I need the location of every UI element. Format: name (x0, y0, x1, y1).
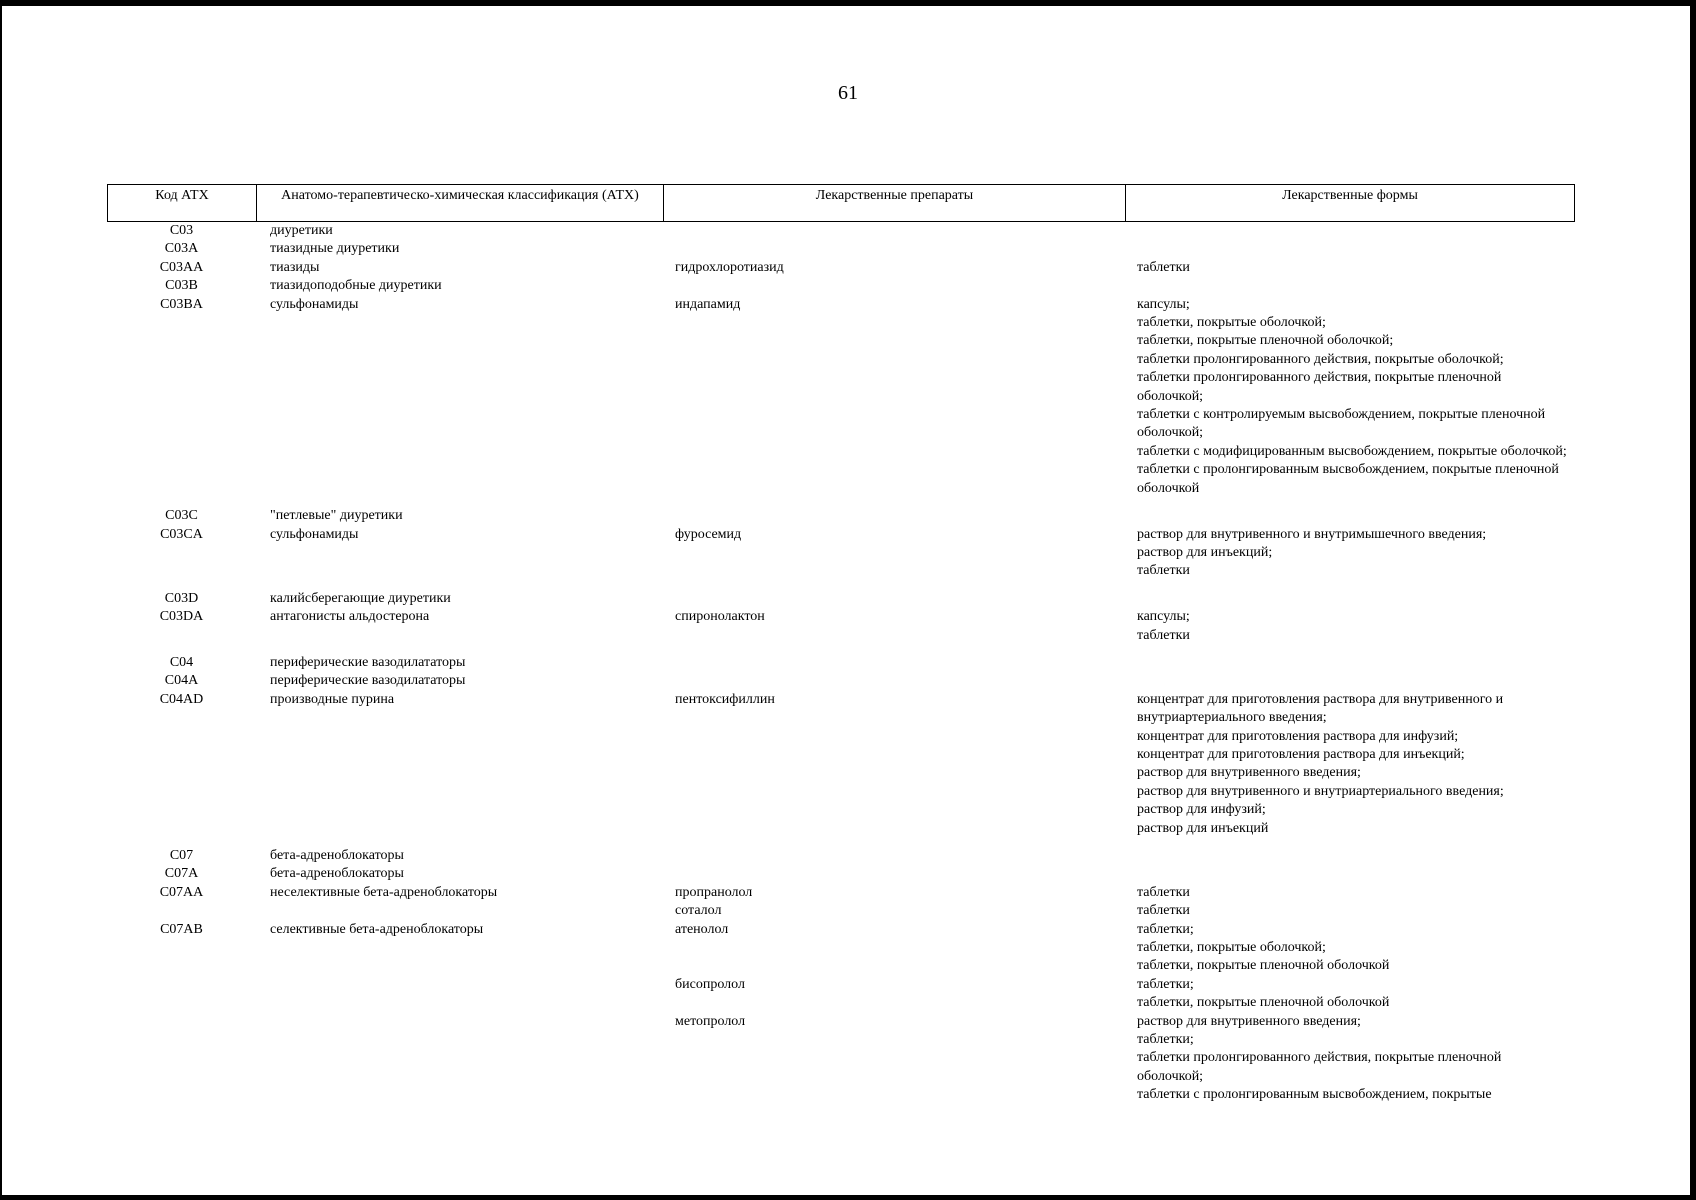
atc-code: C03BA (160, 296, 203, 312)
drug-name: фуросемид (675, 526, 742, 542)
drug-form-line: таблетки (1137, 563, 1190, 579)
atc-class: периферические вазодилататоры (270, 673, 466, 689)
header-code: Код АТХ (108, 185, 257, 221)
drug-form-line: раствор для внутривенного введения; (1137, 1013, 1361, 1029)
drug-forms (1125, 921, 1575, 976)
atc-class: сульфонамиды (270, 526, 359, 542)
table-row (107, 976, 1575, 1013)
scan-border-top (0, 0, 1696, 6)
atc-class: антагонисты альдостерона (270, 609, 430, 625)
atc-code: C07AB (160, 921, 203, 937)
drug-name: спиронолактон (675, 609, 765, 625)
drug-form-line: концентрат для приготовления раствора для инфузий; (1137, 728, 1459, 744)
atc-class: периферические вазодилататоры (270, 654, 466, 670)
drug-form-line: раствор для внутривенного введения; (1137, 765, 1361, 781)
drug-form-line: таблетки с модифицированным высвобождением, покрытые оболочкой; (1137, 443, 1567, 459)
atc-class (256, 902, 663, 920)
drug-name (663, 277, 1125, 295)
drug-name (663, 590, 1125, 608)
atc-code: C03 (169, 223, 194, 238)
atc-class: диуретики (270, 223, 333, 238)
drug-form-line: концентрат для приготовления раствора для внутривенного и внутриартериального введения; (1137, 691, 1504, 726)
header-forms: Лекарственные формы (1282, 188, 1418, 203)
atc-class: сульфонамиды (270, 296, 359, 312)
scan-border-right (1690, 0, 1696, 1200)
atc-class: калийсберегающие диуретики (270, 590, 451, 606)
drug-form-line: таблетки с пролонгированным высвобождением, покрытые (1137, 1087, 1492, 1103)
atc-code (107, 902, 256, 920)
drug-name (663, 240, 1125, 258)
atc-code: C03D (164, 590, 199, 606)
table-row (107, 222, 1575, 240)
atc-class: бета-адреноблокаторы (270, 848, 404, 863)
drug-forms: таблетки (1137, 884, 1190, 900)
drug-forms (1125, 865, 1575, 883)
drug-form-line: раствор для инъекций; (1137, 544, 1273, 560)
atc-class: производные пурина (270, 691, 395, 707)
atc-code (107, 976, 256, 1013)
atc-code: C04AD (159, 691, 204, 707)
table-row (107, 526, 1575, 581)
drug-form-line: таблетки с пролонгированным высвобождением, покрытые пленочной оболочкой (1137, 462, 1559, 496)
drug-form-line: таблетки; (1137, 1032, 1194, 1048)
atc-code: C07 (169, 848, 194, 863)
table-row (107, 884, 1575, 902)
page-number: 61 (838, 82, 858, 104)
table-row (107, 672, 1575, 690)
atc-code: C03C (165, 508, 198, 524)
drug-form-line: таблетки пролонгированного действия, покрытые пленочной оболочкой; (1137, 370, 1502, 404)
table-row (107, 921, 1575, 976)
drug-forms (1125, 296, 1575, 498)
drug-forms (1125, 691, 1575, 838)
drug-forms (1125, 240, 1575, 258)
drug-form-line: раствор для внутривенного и внутримышечного введения; (1137, 526, 1487, 542)
table-row (107, 240, 1575, 258)
table-row (107, 277, 1575, 295)
drug-form-line: таблетки с контролируемым высвобождением, покрытые пленочной оболочкой; (1137, 407, 1546, 441)
atc-code: C04 (169, 654, 194, 670)
drug-forms (1125, 654, 1575, 672)
drug-forms: таблетки (1137, 259, 1190, 275)
drug-form-line: таблетки, покрытые пленочной оболочкой (1137, 995, 1390, 1011)
atc-code: C07AA (159, 884, 204, 900)
drug-form-line: капсулы; (1137, 296, 1190, 312)
table-row (107, 296, 1575, 498)
drug-forms (1125, 608, 1575, 645)
drug-forms (1125, 976, 1575, 1013)
table-row (107, 691, 1575, 838)
drug-name (663, 672, 1125, 690)
drug-name: индапамид (675, 296, 741, 312)
drug-name: метопролол (675, 1013, 746, 1029)
spacer (107, 498, 1575, 507)
header-classification: Анатомо-терапевтическо-химическая классификация (АТХ) (257, 185, 664, 221)
drug-form-line: капсулы; (1137, 609, 1190, 625)
atc-code: C03B (165, 278, 198, 294)
spacer (107, 838, 1575, 847)
drug-name (663, 865, 1125, 883)
table-header (107, 184, 1575, 222)
drug-forms (1125, 590, 1575, 608)
drug-forms (1125, 526, 1575, 581)
atc-class: неселективные бета-адреноблокаторы (270, 884, 498, 900)
atc-class: "петлевые" диуретики (270, 508, 403, 524)
table-body (107, 222, 1575, 1105)
atc-class: бета-адреноблокаторы (270, 866, 404, 882)
drug-form-line: концентрат для приготовления раствора для инъекций; (1137, 746, 1465, 762)
atc-code: C03DA (159, 609, 204, 625)
drug-form-line: таблетки, покрытые оболочкой; (1137, 940, 1326, 956)
drug-forms (1125, 222, 1575, 240)
atc-class (256, 976, 663, 1013)
drug-name (663, 507, 1125, 525)
atc-class: селективные бета-адреноблокаторы (270, 921, 484, 937)
atc-code: C07A (164, 866, 199, 882)
drug-form-line: таблетки, покрытые пленочной оболочкой; (1137, 333, 1394, 349)
drug-form-line: таблетки пролонгированного действия, покрытые пленочной оболочкой; (1137, 1050, 1502, 1084)
table-row (107, 259, 1575, 277)
atc-class: тиазиды (270, 259, 320, 275)
drug-name: соталол (675, 903, 722, 919)
atc-code: C04A (164, 673, 199, 689)
drug-name: пропранолол (675, 884, 753, 900)
scan-border-bottom (0, 1195, 1696, 1200)
spacer (107, 581, 1575, 590)
scan-border-left (0, 0, 2, 1200)
drug-forms (1125, 672, 1575, 690)
drug-name (663, 654, 1125, 672)
drug-form-line: раствор для внутривенного и внутриартериального введения; (1137, 783, 1504, 799)
table-row (107, 590, 1575, 608)
table-row (107, 902, 1575, 920)
header-drugs: Лекарственные препараты (664, 185, 1126, 221)
table-row (107, 865, 1575, 883)
atc-class (256, 1013, 663, 1105)
atc-code: C03A (164, 241, 199, 257)
drug-name: бисопролол (675, 976, 745, 992)
drug-forms (1125, 847, 1575, 865)
drug-forms (1125, 277, 1575, 295)
drug-forms (1125, 507, 1575, 525)
drug-form-line: таблетки пролонгированного действия, покрытые оболочкой; (1137, 351, 1504, 367)
drug-forms (1125, 1013, 1575, 1105)
drug-name (663, 222, 1125, 240)
drug-name: атенолол (675, 921, 729, 937)
atc-code: C03AA (159, 259, 204, 275)
drug-name: пентоксифиллин (675, 691, 775, 707)
table-row (107, 847, 1575, 865)
atc-code: C03CA (160, 526, 203, 542)
drug-form-line: таблетки; (1137, 976, 1194, 992)
atc-class: тиазидные диуретики (270, 241, 400, 257)
table-row (107, 1013, 1575, 1105)
table-row (107, 654, 1575, 672)
table-row (107, 608, 1575, 645)
drug-name (663, 847, 1125, 865)
drug-forms: таблетки (1137, 903, 1190, 919)
drug-name: гидрохлоротиазид (675, 259, 784, 275)
drug-form-line: раствор для инфузий; (1137, 802, 1266, 818)
spacer (107, 645, 1575, 654)
atc-class: тиазидоподобные диуретики (270, 278, 442, 294)
drug-form-line: таблетки, покрытые пленочной оболочкой (1137, 958, 1390, 974)
table-row (107, 507, 1575, 525)
drug-form-line: таблетки, покрытые оболочкой; (1137, 315, 1326, 331)
drug-form-line: раствор для инъекций (1137, 820, 1269, 836)
atc-code (107, 1013, 256, 1105)
drug-form-line: таблетки (1137, 627, 1190, 643)
drug-form-line: таблетки; (1137, 921, 1194, 937)
